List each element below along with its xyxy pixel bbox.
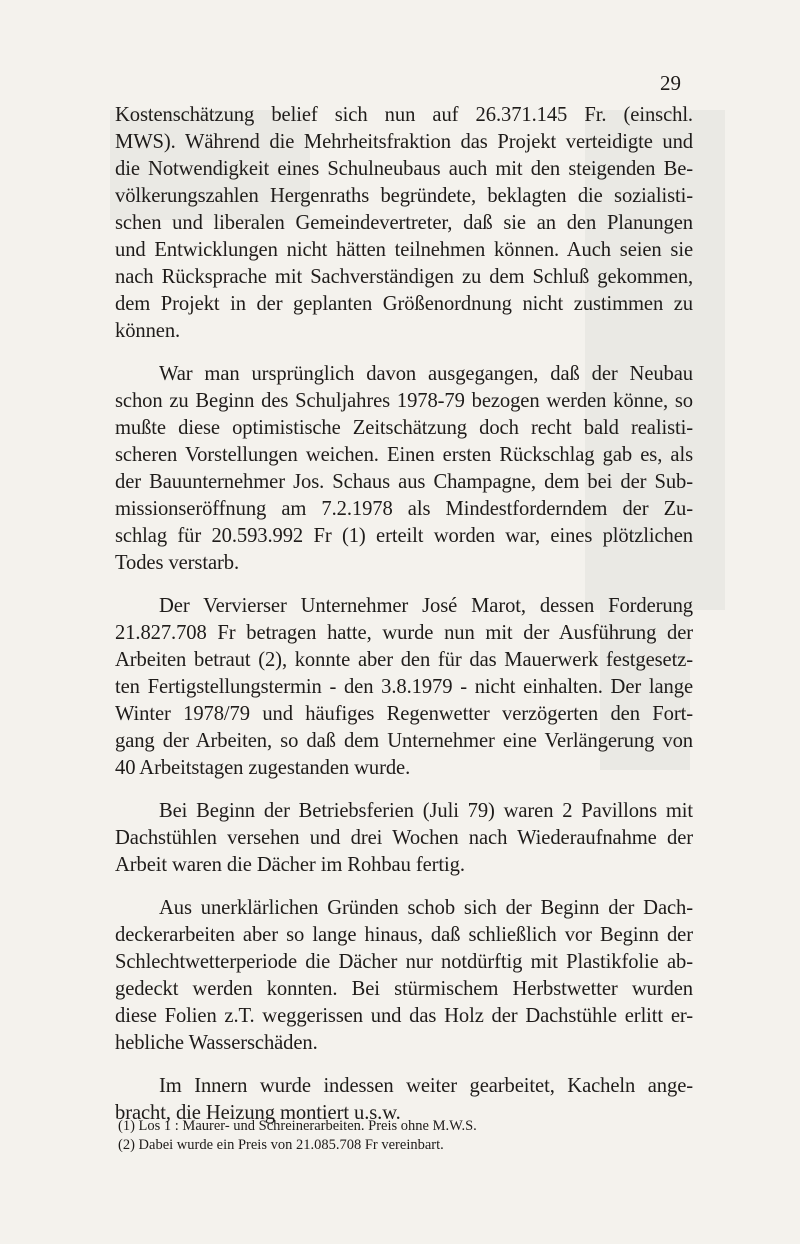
text-line: Schlechtwetterperiode die Dächer nur notdürftig mit Plastikfolie ab- bbox=[115, 951, 693, 973]
body-text bbox=[115, 102, 693, 1127]
paragraph bbox=[115, 361, 693, 577]
text-line: gedeckt werden konnten. Bei stürmischem Herbstwetter wurden bbox=[115, 978, 693, 1000]
text-line: schon zu Beginn des Schuljahres 1978-79 bezogen werden könne, so bbox=[115, 390, 693, 412]
text-line: nach Rücksprache mit Sachverständigen zu dem Schluß gekommen, bbox=[115, 266, 693, 288]
text-line: Todes verstarb. bbox=[115, 552, 240, 574]
paragraph bbox=[115, 895, 693, 1057]
footnotes bbox=[118, 1117, 678, 1155]
text-line: mußte diese optimistische Zeitschätzung doch recht bald realisti- bbox=[115, 417, 693, 439]
text-line: missionseröffnung am 7.2.1978 als Mindestforderndem der Zu- bbox=[115, 498, 693, 520]
text-line: Arbeiten betraut (2), konnte aber den für das Mauerwerk festgesetz- bbox=[115, 649, 693, 671]
page-number: 29 bbox=[660, 71, 681, 95]
text-line: die Notwendigkeit eines Schulneubaus auch mit den steigenden Be- bbox=[115, 158, 693, 180]
text-line: Der Vervierser Unternehmer José Marot, dessen Forderung bbox=[159, 595, 693, 617]
text-line: Winter 1978/79 und häufiges Regenwetter verzögerten den Fort- bbox=[115, 703, 693, 725]
text-line: völkerungszahlen Hergenraths begründete, beklagten die sozialisti- bbox=[115, 185, 693, 207]
text-line: 40 Arbeitstagen zugestanden wurde. bbox=[115, 757, 411, 779]
text-line: ten Fertigstellungstermin - den 3.8.1979 - nicht einhalten. Der lange bbox=[115, 676, 693, 698]
footnote: (1) Los 1 : Maurer- und Schreinerarbeiten. Preis ohne M.W.S. bbox=[118, 1118, 477, 1134]
text-line: der Bauunternehmer Jos. Schaus aus Champagne, dem bei der Sub- bbox=[115, 471, 693, 493]
text-line: hebliche Wasserschäden. bbox=[115, 1032, 318, 1054]
paragraph bbox=[115, 593, 693, 782]
text-line: Dachstühlen versehen und drei Wochen nach Wiederaufnahme der bbox=[115, 827, 693, 849]
paragraph bbox=[115, 102, 693, 345]
text-line: bracht, die Heizung montiert u.s.w. bbox=[115, 1102, 401, 1124]
text-line: Im Innern wurde indessen weiter gearbeitet, Kacheln ange- bbox=[159, 1075, 693, 1097]
text-line: diese Folien z.T. weggerissen und das Holz der Dachstühle erlitt er- bbox=[115, 1005, 693, 1027]
text-line: War man ursprünglich davon ausgegangen, daß der Neubau bbox=[159, 363, 693, 385]
text-line: schlag für 20.593.992 Fr (1) erteilt worden war, eines plötzlichen bbox=[115, 525, 693, 547]
text-line: MWS). Während die Mehrheitsfraktion das Projekt verteidigte und bbox=[115, 131, 693, 153]
text-line: schen und liberalen Gemeindevertreter, daß sie an den Planungen bbox=[115, 212, 693, 234]
text-line: dem Projekt in der geplanten Größenordnung nicht zustimmen zu bbox=[115, 293, 693, 315]
text-line: Aus unerklärlichen Gründen schob sich der Beginn der Dach- bbox=[159, 897, 693, 919]
text-line: deckerarbeiten aber so lange hinaus, daß schließlich vor Beginn der bbox=[115, 924, 693, 946]
text-line: gang der Arbeiten, so daß dem Unternehmer eine Verlängerung von bbox=[115, 730, 693, 752]
text-line: Bei Beginn der Betriebsferien (Juli 79) waren 2 Pavillons mit bbox=[159, 800, 693, 822]
text-line: scheren Vorstellungen weichen. Einen ersten Rückschlag gab es, als bbox=[115, 444, 693, 466]
paragraph bbox=[115, 798, 693, 879]
footnote: (2) Dabei wurde ein Preis von 21.085.708 Fr vereinbart. bbox=[118, 1137, 444, 1153]
text-line: Kostenschätzung belief sich nun auf 26.371.145 Fr. (einschl. bbox=[115, 104, 693, 126]
text-line: 21.827.708 Fr betragen hatte, wurde nun mit der Ausführung der bbox=[115, 622, 693, 644]
text-line: Arbeit waren die Dächer im Rohbau fertig. bbox=[115, 854, 465, 876]
text-line: können. bbox=[115, 320, 181, 342]
text-line: und Entwicklungen nicht hätten teilnehmen können. Auch seien sie bbox=[115, 239, 693, 261]
